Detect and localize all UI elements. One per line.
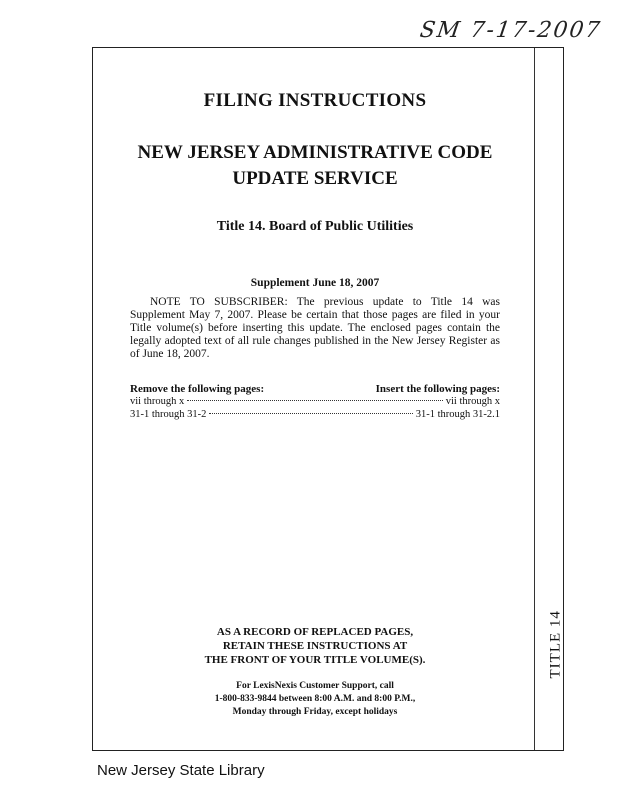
dot-leader	[209, 413, 412, 414]
record-line-2: RETAIN THESE INSTRUCTIONS AT	[222, 640, 408, 652]
table-row	[130, 409, 500, 420]
insert-pages-header: Insert the following pages:	[375, 383, 500, 395]
record-line-3: THE FRONT OF YOUR TITLE VOLUME(S).	[204, 654, 426, 666]
dot-leader	[187, 400, 443, 401]
supplement-date: Supplement June 18, 2007	[250, 277, 380, 289]
handwritten-date-note: SM 7-17-2007	[418, 18, 604, 43]
support-line-1: For LexisNexis Customer Support, call	[236, 681, 394, 691]
record-instructions	[130, 625, 500, 667]
code-subtitle	[130, 140, 500, 192]
bottom-border	[92, 750, 564, 751]
subtitle-line-1: NEW JERSEY ADMINISTRATIVE CODE	[137, 142, 493, 163]
title-name: Title 14. Board of Public Utilities	[216, 219, 414, 234]
page-title: FILING INSTRUCTIONS	[203, 90, 427, 111]
remove-pages-cell: vii through x	[130, 396, 185, 407]
remove-pages-header: Remove the following pages:	[130, 383, 265, 395]
library-footer: New Jersey State Library	[97, 762, 265, 779]
insert-pages-cell: vii through x	[445, 396, 500, 407]
tab-divider-line	[534, 48, 535, 750]
support-line-2: 1-800-833-9844 between 8:00 A.M. and 8:00 P.M.,	[214, 694, 416, 704]
subscriber-note: NOTE TO SUBSCRIBER: The previous update to Title 14 was Supplement May 7, 2007. Please be certain that those pages are filed in your Title volume(s) before inserting this update. The enclosed pages contain the legally adopted text of all rule changes published in the New Jersey Register as of June 18, 2007.	[130, 296, 500, 360]
customer-support-info	[130, 680, 500, 719]
pages-table-header	[130, 383, 500, 395]
subtitle-line-2: UPDATE SERVICE	[232, 168, 398, 189]
table-row	[130, 396, 500, 407]
record-line-1: AS A RECORD OF REPLACED PAGES,	[216, 626, 414, 638]
title-tab-label: TITLE 14	[547, 610, 564, 679]
insert-pages-cell: 31-1 through 31-2.1	[415, 409, 500, 420]
support-line-3: Monday through Friday, except holidays	[232, 707, 398, 717]
remove-pages-cell: 31-1 through 31-2	[130, 409, 207, 420]
